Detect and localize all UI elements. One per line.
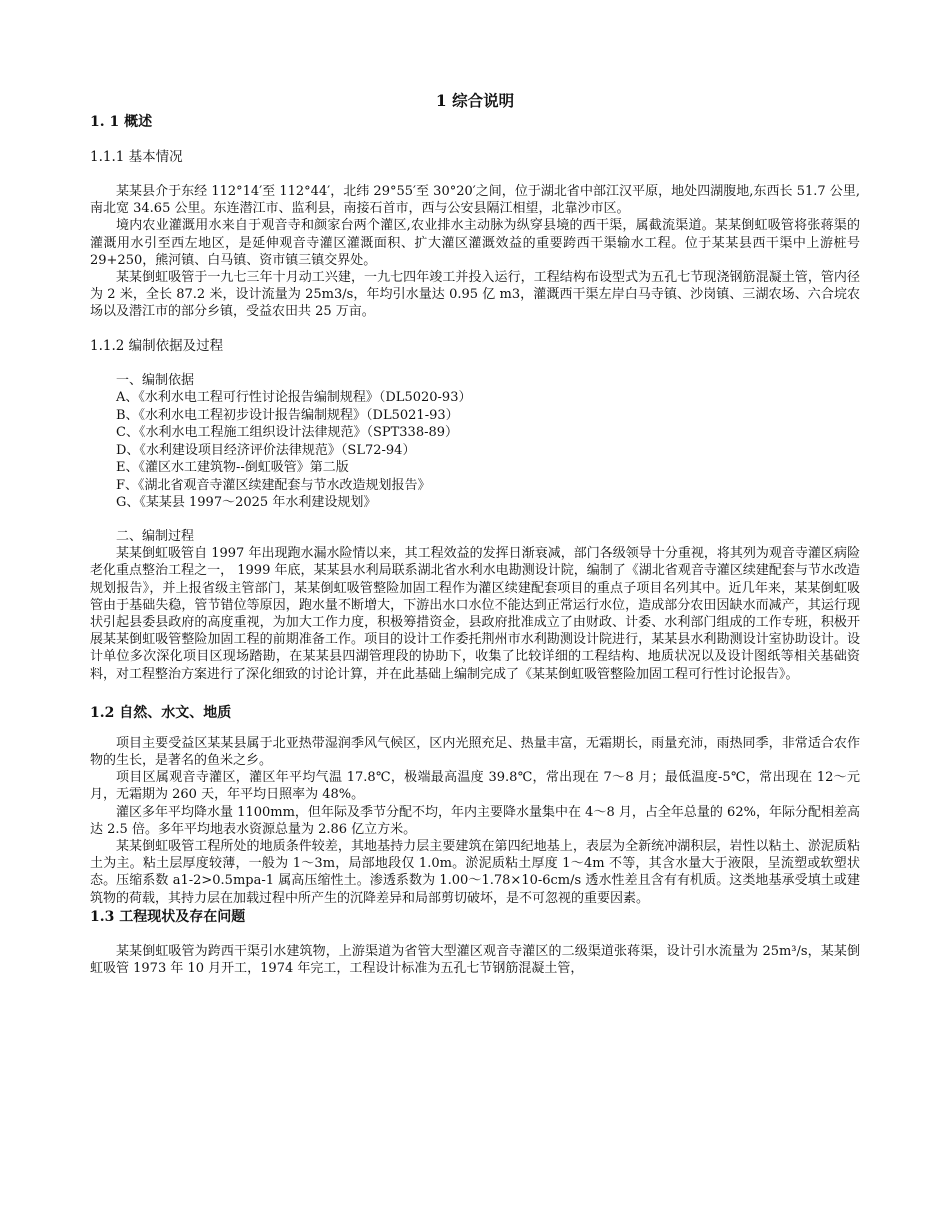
list-item: C、《水利水电工程施工组织设计法律规范》（SPT338-89） [116, 425, 459, 441]
section-heading-overview: 1. 1 概述 [90, 114, 153, 130]
paragraph: 项目区属观音寺灌区，灌区年平均气温 17.8℃，极端最高温度 39.8℃，常出现在 7～8 月；最低温度-5℃，常出现在 12～元月，无霜期为 260 天，年平均日照率为 48%。 [90, 770, 860, 803]
list-item: E、《灌区水工建筑物--倒虹吸管》第二版 [116, 460, 349, 476]
paragraph: 某某倒虹吸管于一九七三年十月动工兴建，一九七四年竣工并投入运行，工程结构布设型式为五孔七节现浇钢筋混凝土管，管内径为 2 米，全长 87.2 米，设计流量为 25m3/s，年均引水量达 0.95 亿 m3，灌溉西干渠左岸白马寺镇、沙岗镇、三湖农场、六合垸农场以及潜江市的部分乡镇，受益农田共 25 万亩。 [90, 270, 860, 320]
document-page [90, 90, 860, 977]
subsection-heading-basic: 1.1.1 基本情况 [90, 149, 183, 165]
list-item: F、《湖北省观音寺灌区续建配套与节水改造规划报告》 [116, 477, 431, 493]
document-title: 1 综合说明 [435, 91, 515, 110]
section-heading-nature: 1.2 自然、水文、地质 [90, 704, 232, 721]
section-heading-status: 1.3 工程现状及存在问题 [90, 908, 246, 925]
list-item: A、《水利水电工程可行性讨论报告编制规程》（DL5020-93） [116, 390, 472, 406]
list-item: B、《水利水电工程初步设计报告编制规程》（DL5021-93） [116, 407, 459, 423]
paragraph: 某某县介于东经 112°14′至 112°44′，北纬 29°55′至 30°20′之间，位于湖北省中部江汉平原，地处四湖腹地,东西长 51.7 公里,南北宽 34.65 公里。东连潜江市、监利县，南接石首市，西与公安县隔江相望，北靠沙市区。 [90, 184, 860, 217]
subsection-heading-basis: 1.1.2 编制依据及过程 [90, 337, 224, 354]
process-title: 二、编制过程 [116, 528, 195, 544]
list-item: D、《水利建设项目经济评价法律规范》（SL72-94） [116, 442, 416, 458]
paragraph: 某某倒虹吸管自 1997 年出现跑水漏水险情以来，其工程效益的发挥日渐衰减，部门各级领导十分重视，将其列为观音寺灌区病险老化重点整治工程之一， 1999 年底，某某县水利局联系湖北省水利水电勘测设计院，编制了《湖北省观音寺灌区续建配套与节水改造规划报告》，并上报省级主管部门，某某倒虹吸管整险加固工程作为灌区续建配套项目的重点子项目名列其中。近几年来，某某倒虹吸管由于基础失稳，管节错位等原因，跑水量不断增大，下游出水口水位不能达到正常运行水位，造成部分农田因缺水而减产，其运行现状引起县委县政府的高度重视，为加大工作力度，积极筹措资金，县政府批准成立了由财政、计委、水利部门组成的工作专班，积极开展某某倒虹吸管整险加固工程的前期准备工作。项目的设计工作委托荆州市水利勘测设计院进行，某某县水利勘测设计室协助设计。设计单位多次深化项目区现场踏勘，在某某县四湖管理段的协助下，收集了比较详细的工程结构、地质状况以及设计图纸等相关基础资料，对工程整治方案进行了深化细致的讨论计算，并在此基础上编制完成了《某某倒虹吸管整险加固工程可行性讨论报告》。 [90, 546, 860, 682]
list-item: G、《某某县 1997～2025 年水利建设规划》 [116, 495, 377, 511]
basis-title: 一、编制依据 [116, 372, 195, 388]
paragraph: 灌区多年平均降水量 1100mm，但年际及季节分配不均，年内主要降水量集中在 4～8 月，占全年总量的 62%，年际分配相差高达 2.5 倍。多年平均地表水资源总量为 2.86 亿立方米。 [90, 804, 860, 837]
paragraph: 境内农业灌溉用水来自于观音寺和颜家台两个灌区,农业排水主动脉为纵穿县境的西干渠，属截流渠道。某某倒虹吸管将张蒋渠的灌溉用水引至西左地区，是延伸观音寺灌区灌溉面积、扩大灌区灌溉效益的重要跨西干渠输水工程。位于某某县西干渠中上游桩号 29+250，熊河镇、白马镇、资市镇三镇交界处。 [90, 218, 860, 268]
paragraph: 某某倒虹吸管工程所处的地质条件较差，其地基持力层主要建筑在第四纪地基上，表层为全新统冲湖积层，岩性以粘土、淤泥质粘土为主。粘土层厚度较薄，一般为 1～3m，局部地段仅 1.0m。淤泥质粘土厚度 1～4m 不等，其含水量大于液限，呈流塑或软塑状态。压缩系数 a1-2>0.5mpa-1 属高压缩性土。渗透系数为 1.00～1.78×10-6cm/s 透水性差且含有有机质。这类地基承受填土或建筑物的荷载，其持力层在加载过程中所产生的沉降差异和局部剪切破坏，是不可忽视的重要因素。 [90, 838, 860, 906]
paragraph: 项目主要受益区某某县属于北亚热带湿润季风气候区，区内光照充足、热量丰富，无霜期长，雨量充沛，雨热同季，非常适合农作物的生长，是著名的鱼米之乡。 [90, 735, 860, 768]
paragraph: 某某倒虹吸管为跨西干渠引水建筑物，上游渠道为省管大型灌区观音寺灌区的二级渠道张蒋渠，设计引水流量为 25m³/s，某某倒虹吸管 1973 年 10 月开工，1974 年完工，工程设计标准为五孔七节钢筋混凝土管， [90, 943, 860, 976]
